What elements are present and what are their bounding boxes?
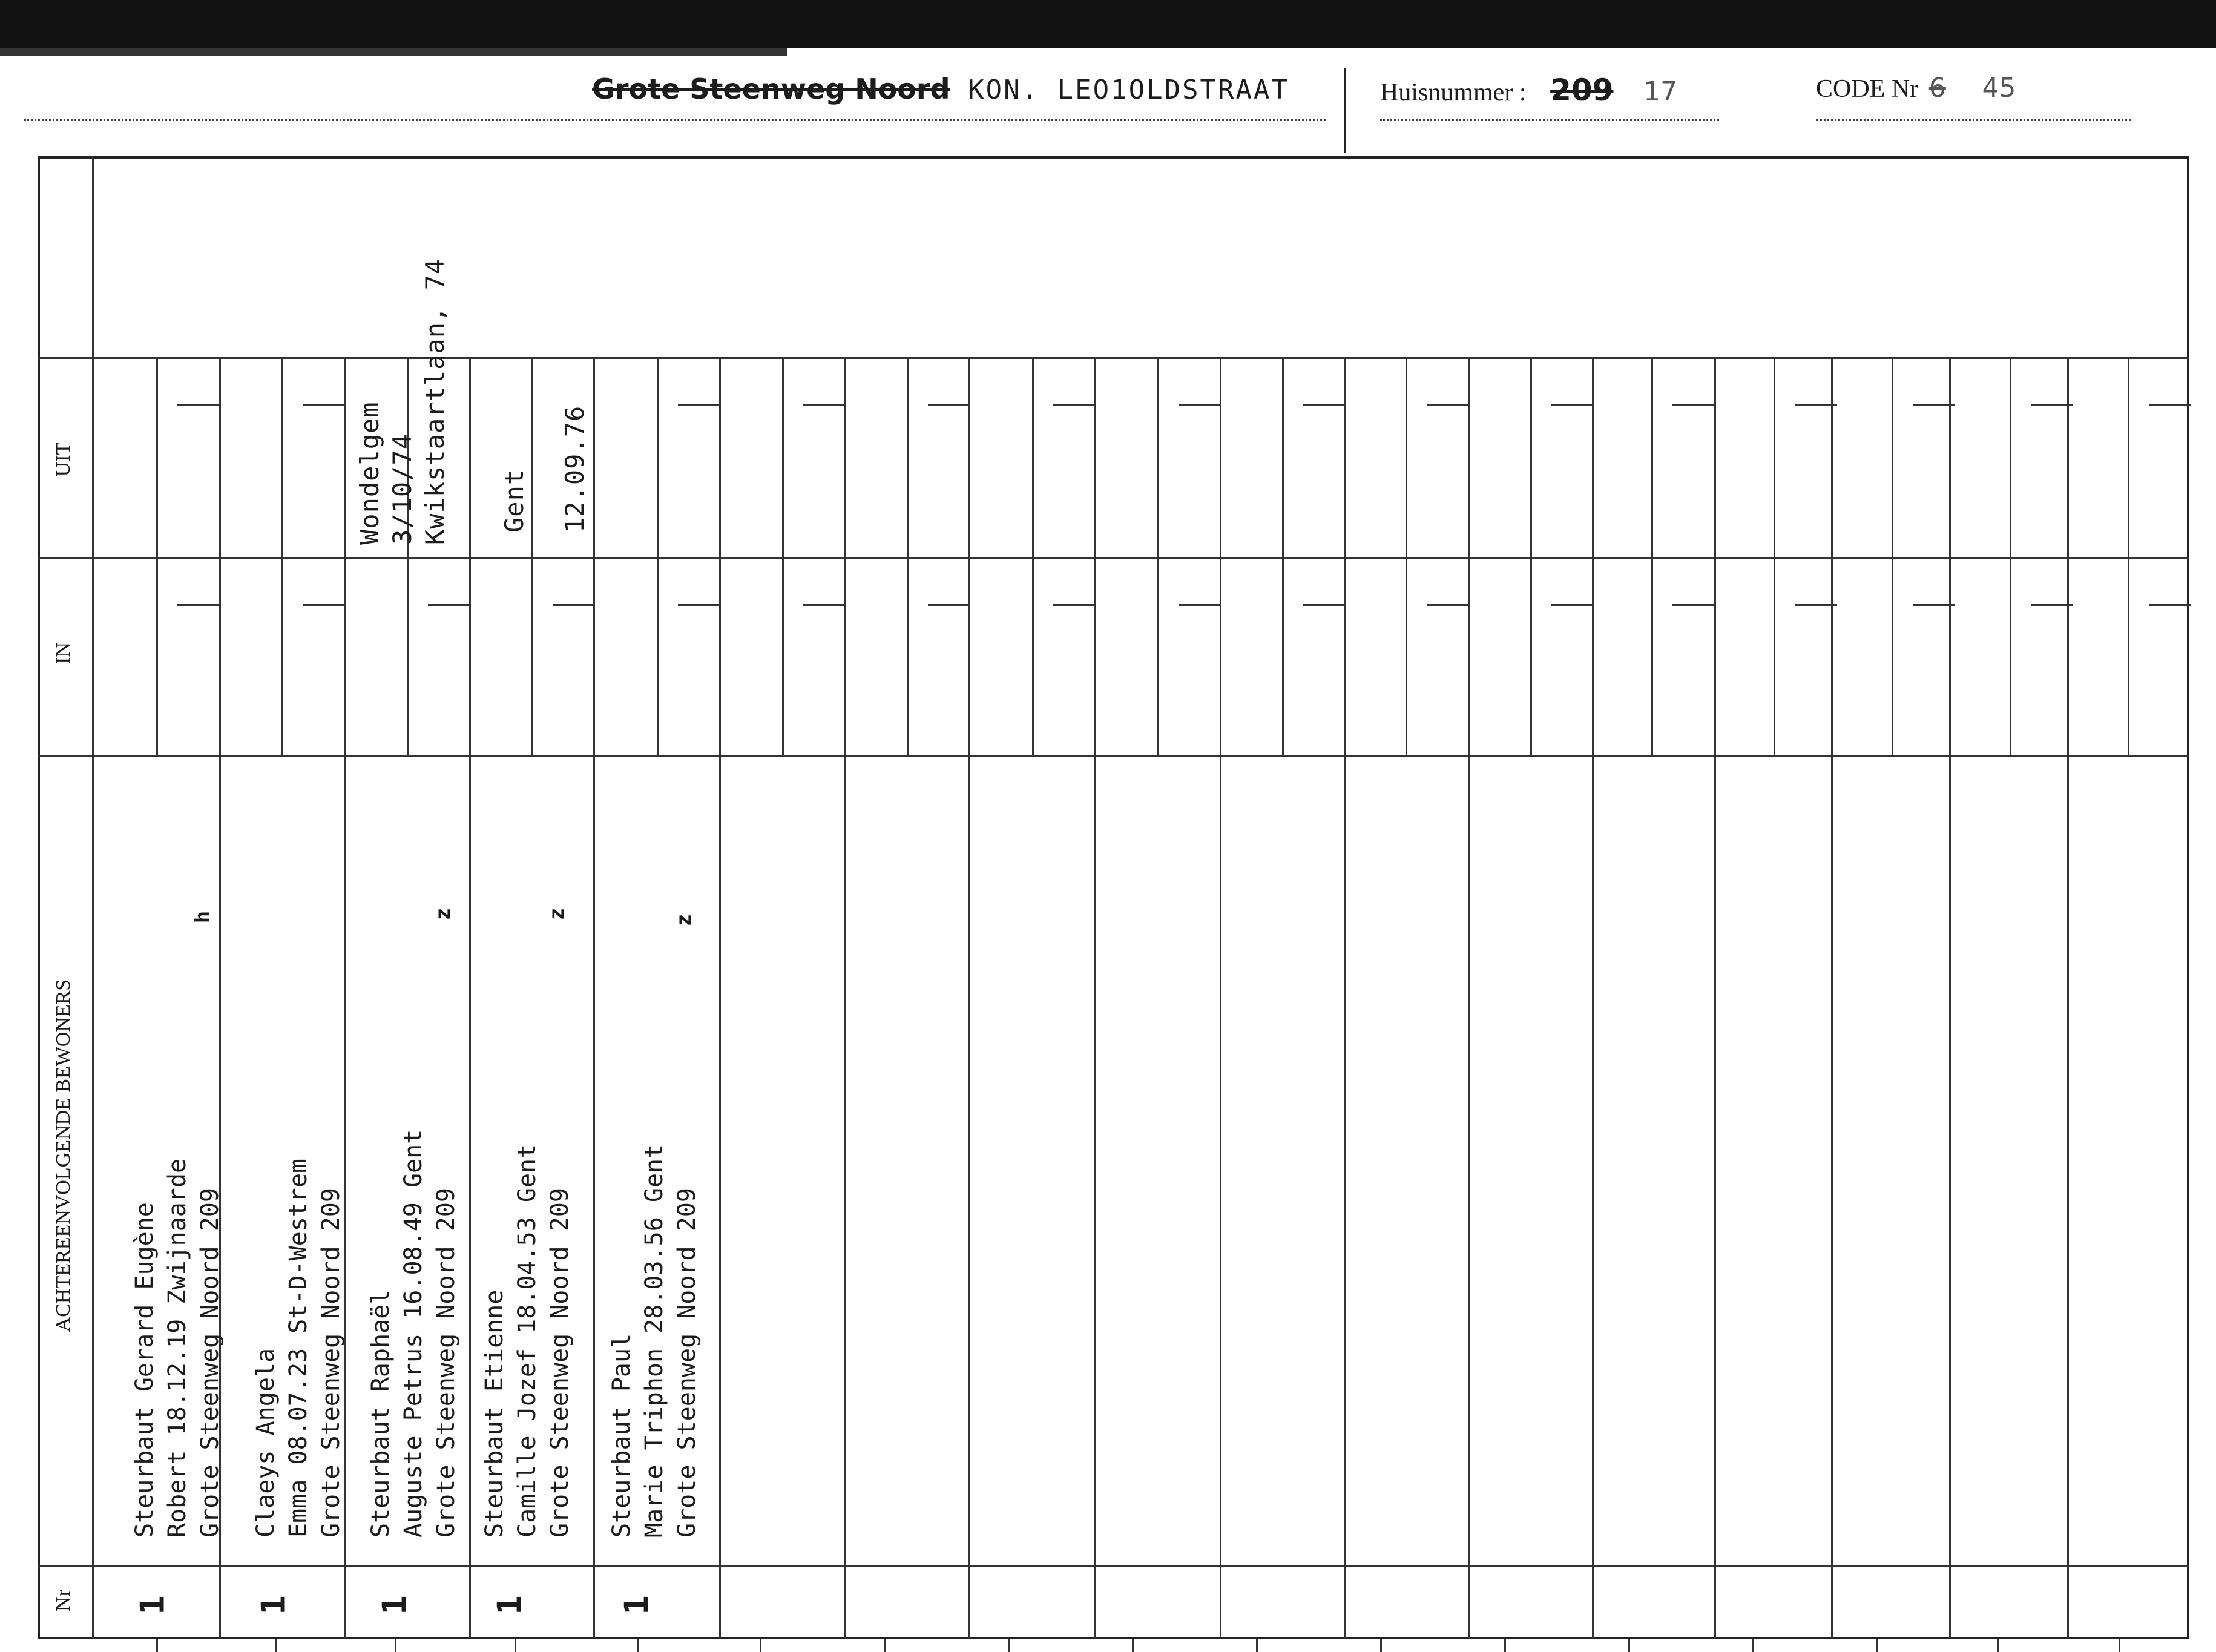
bottom-tick (760, 1639, 761, 1652)
resident-entry-4 (478, 1144, 576, 1538)
empty-in-dash (303, 604, 345, 606)
column-line-major (719, 357, 721, 1639)
column-line-minor (1774, 357, 1775, 755)
entry-mark-5: z (672, 913, 697, 927)
column-line-major (1344, 357, 1346, 1639)
empty-uit-dash (1303, 404, 1346, 406)
column-line-major (844, 357, 846, 1639)
column-line-major (1831, 357, 1833, 1639)
bottom-tick (1752, 1639, 1754, 1652)
empty-in-dash (678, 604, 720, 606)
column-line-major (1094, 357, 1096, 1639)
column-line-minor (281, 357, 283, 755)
empty-in-dash (1427, 604, 1469, 606)
empty-uit-dash (803, 404, 846, 406)
entry-nr-2: 1 (254, 1595, 293, 1615)
bottom-tick (1132, 1639, 1134, 1652)
code-label: CODE Nr (1816, 75, 1919, 103)
resident-address: Grote Steenweg Noord 209 (432, 1188, 460, 1538)
resident-address: Grote Steenweg Noord 209 (317, 1188, 345, 1538)
resident-birth: Camille Jozef 18.04.53 Gent (513, 1144, 541, 1538)
nr-label: Nr (52, 1590, 74, 1611)
street-field (24, 73, 1326, 121)
resident-name: Steurbaut Gerard Eugène (131, 1202, 159, 1538)
bottom-tick (395, 1639, 396, 1652)
resident-entry-1 (128, 1159, 226, 1538)
line-uit-in (38, 557, 2189, 559)
column-line-minor (657, 357, 659, 755)
uit-label: UIT (52, 442, 74, 477)
column-line-major (1949, 357, 1951, 1639)
residents-label: ACHTEREENVOLGENDE BEWONERS (52, 979, 74, 1332)
resident-entry-2 (249, 1159, 347, 1538)
bottom-tick (1504, 1639, 1506, 1652)
empty-uit-dash (1551, 404, 1594, 406)
column-line-minor (1282, 357, 1284, 755)
column-line-minor (2010, 357, 2011, 755)
empty-uit-dash (2149, 404, 2191, 406)
resident-name: Steurbaut Raphaël (367, 1289, 395, 1538)
house-number-old: 209 (1550, 73, 1614, 108)
empty-in-dash (2031, 604, 2073, 606)
empty-uit-dash (1427, 404, 1469, 406)
code-new: 45 (1982, 73, 2016, 104)
empty-in-dash (1672, 604, 1715, 606)
entry-mark-3: z (431, 907, 456, 921)
line-in-residents (38, 755, 2189, 757)
scan-top-edge-tail (0, 48, 787, 56)
resident-address: Grote Steenweg Noord 209 (196, 1188, 224, 1538)
entry-nr-5: 1 (617, 1595, 656, 1615)
empty-uit-dash (1913, 404, 1955, 406)
column-line-major (1592, 357, 1594, 1639)
bottom-tick (1380, 1639, 1382, 1652)
scan-top-edge (0, 0, 2216, 48)
column-line-major (2067, 357, 2069, 1639)
empty-in-dash (177, 604, 220, 606)
uit-entry-4 (484, 406, 605, 533)
resident-address: Grote Steenweg Noord 209 (673, 1188, 701, 1538)
column-line-minor (907, 357, 909, 755)
column-line-minor (1892, 357, 1893, 755)
empty-in-dash (553, 604, 595, 606)
empty-uit-dash (2031, 404, 2073, 406)
uit-date: 12.09.76 (560, 405, 590, 533)
column-line-minor (156, 357, 158, 755)
street-new: KON. LEO1OLDSTRAAT (968, 74, 1289, 105)
in-label: IN (52, 642, 74, 664)
resident-name: Steurbaut Paul (608, 1333, 636, 1538)
street-old: Grote Steenweg Noord (592, 73, 950, 105)
bottom-tick (1628, 1639, 1630, 1652)
resident-name: Steurbaut Etienne (481, 1289, 508, 1538)
header-separator (1344, 68, 1346, 153)
resident-birth: Emma 08.07.23 St-D-Westrem (284, 1158, 312, 1538)
empty-in-dash (803, 604, 846, 606)
uit-date: 3/10/74 (387, 433, 417, 545)
column-line-major (1468, 357, 1470, 1639)
empty-in-dash (1913, 604, 1955, 606)
house-number-label: Huisnummer : (1380, 79, 1527, 107)
column-line-minor (1406, 357, 1407, 755)
column-line-minor (782, 357, 784, 755)
bottom-tick (637, 1639, 639, 1652)
empty-uit-dash (177, 404, 220, 406)
column-line-major (1220, 357, 1221, 1639)
empty-in-dash (928, 604, 970, 606)
entry-nr-4: 1 (490, 1595, 529, 1615)
resident-birth: Marie Triphon 28.03.56 Gent (640, 1144, 668, 1538)
resident-birth: Auguste Petrus 16.08.49 Gent (399, 1129, 427, 1538)
empty-in-dash (1179, 604, 1221, 606)
column-line-minor (1032, 357, 1034, 755)
label-column-line (92, 156, 94, 1639)
column-line-minor (2128, 357, 2129, 755)
empty-in-dash (2149, 604, 2191, 606)
line-residents-nr (38, 1565, 2189, 1567)
entry-mark-4: z (545, 907, 570, 921)
resident-entry-3 (364, 1130, 462, 1538)
bottom-tick (884, 1639, 886, 1652)
empty-uit-dash (678, 404, 720, 406)
empty-uit-dash (303, 404, 345, 406)
bottom-tick (1876, 1639, 1878, 1652)
resident-address: Grote Steenweg Noord 209 (546, 1188, 574, 1538)
column-line-major (968, 357, 970, 1639)
empty-uit-dash (1672, 404, 1715, 406)
resident-entry-5 (605, 1144, 703, 1538)
code-field (1816, 73, 2131, 121)
bottom-tick (515, 1639, 516, 1652)
uit-place: Gent (499, 469, 529, 533)
empty-in-dash (1551, 604, 1594, 606)
bottom-tick (1256, 1639, 1258, 1652)
empty-in-dash (1795, 604, 1837, 606)
entry-mark-1: h (191, 910, 215, 924)
resident-name: Claeys Angela (252, 1348, 280, 1538)
empty-uit-dash (1795, 404, 1837, 406)
empty-in-dash (1053, 604, 1096, 606)
empty-uit-dash (1179, 404, 1221, 406)
bottom-tick (275, 1639, 277, 1652)
column-line-major (469, 357, 471, 1639)
bottom-tick (1997, 1639, 1999, 1652)
column-line-major (1714, 357, 1716, 1639)
bottom-tick (156, 1639, 158, 1652)
uit-entry-3 (353, 258, 452, 545)
uit-address: Kwikstaartlaan, 74 (420, 258, 450, 545)
empty-in-dash (428, 604, 470, 606)
resident-birth: Robert 18.12.19 Zwijnaarde (163, 1158, 191, 1538)
empty-in-dash (1303, 604, 1346, 606)
house-number-field (1380, 73, 1719, 121)
empty-uit-dash (928, 404, 970, 406)
column-line-minor (1530, 357, 1532, 755)
bottom-tick (1008, 1639, 1010, 1652)
house-number-new: 17 (1643, 76, 1678, 107)
entry-nr-3: 1 (375, 1595, 414, 1615)
entry-nr-1: 1 (133, 1595, 172, 1615)
empty-uit-dash (1053, 404, 1096, 406)
column-line-major (593, 357, 595, 1639)
column-line-minor (1651, 357, 1653, 755)
bottom-tick (2119, 1639, 2120, 1652)
code-old: 6 (1928, 73, 1946, 104)
uit-place: Wondelgem (355, 401, 384, 545)
column-line-minor (1157, 357, 1159, 755)
